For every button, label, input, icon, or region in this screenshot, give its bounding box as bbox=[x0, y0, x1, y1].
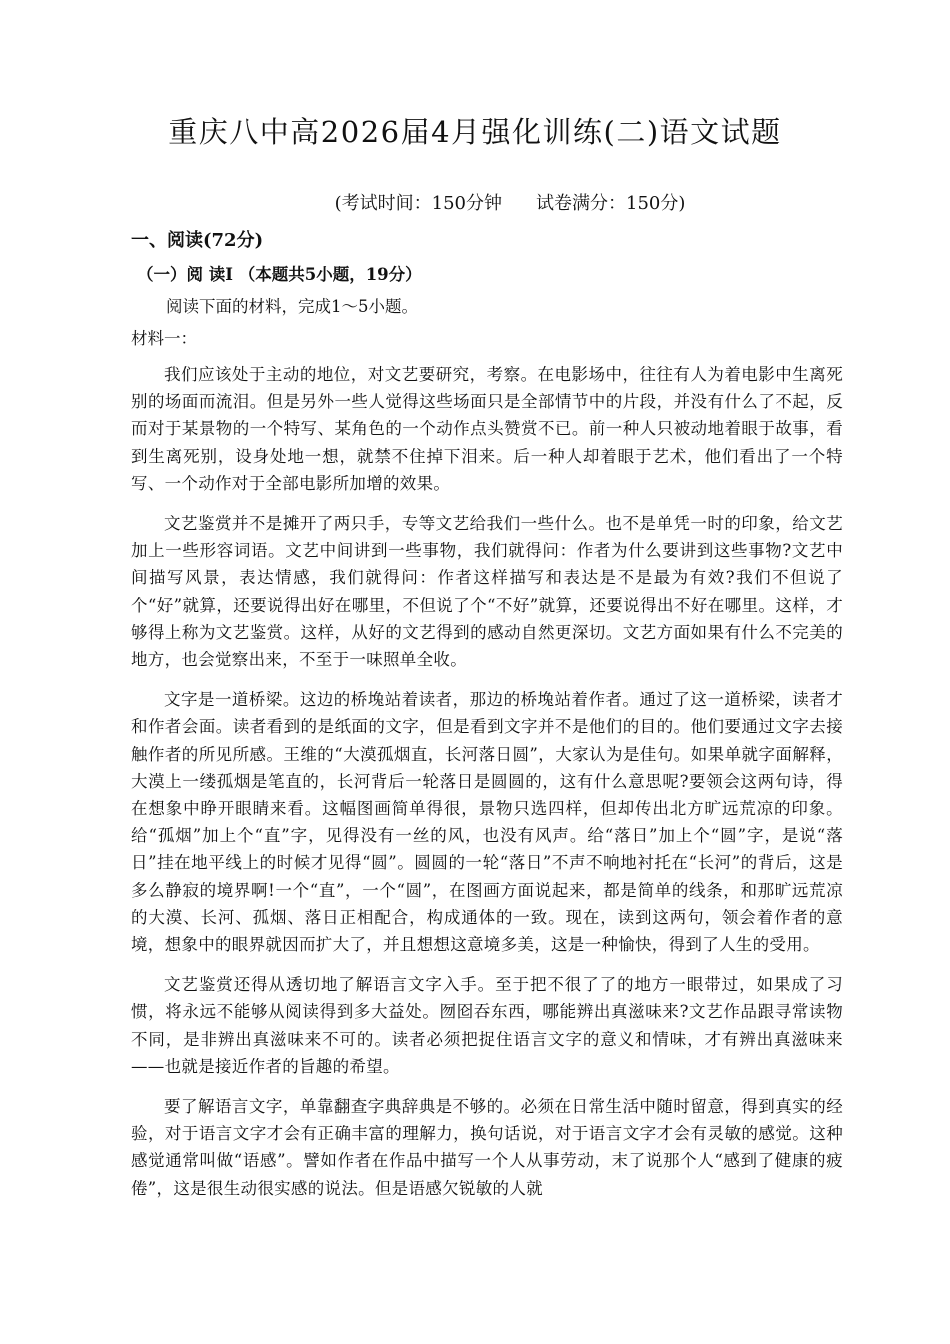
full-score: 试卷满分：150分) bbox=[536, 193, 686, 214]
exam-time: (考试时间：150分钟 bbox=[334, 193, 502, 214]
exam-title: 重庆八中高2026届4月强化训练(二)语文试题 bbox=[168, 115, 782, 149]
paragraph: 文艺鉴赏并不是摊开了两只手，专等文艺给我们一些什么。也不是单凭一时的印象，给文艺加上一些形容词语。文艺中间讲到一些事物，我们就得问：作者为什么要讲到这些事物?文艺中间描写风景，表达情感，我们就得问：作者这样描写和表达是不是最为有效?我们不但说了个“好”就算，还要说得出好在哪里，不但说了个“不好”就算，还要说得出不好在哪里。这样，才够得上称为文艺鉴赏。这样，从好的文艺得到的感动自然更深切。文艺方面如果有什么不完美的地方，也会觉察出来，不至于一味照单全收。 bbox=[131, 514, 843, 670]
material-label: 材料一： bbox=[131, 329, 197, 348]
material-body bbox=[131, 361, 843, 1215]
instruction-text: 阅读下面的材料，完成1～5小题。 bbox=[166, 297, 418, 316]
section-heading: 一、阅读(72分) bbox=[131, 230, 264, 251]
paragraph: 要了解语言文字，单靠翻查字典辞典是不够的。必须在日常生活中随时留意，得到真实的经验，对于语言文字才会有正确丰富的理解力，换句话说，对于语言文字才会有灵敏的感觉。这种感觉通常叫做“语感”。譬如作者在作品中描写一个人从事劳动，末了说那个人“感到了健康的疲倦”，这是很生动很实感的说法。但是语感欠锐敏的人就 bbox=[131, 1097, 843, 1198]
paragraph: 我们应该处于主动的地位，对文艺要研究，考察。在电影场中，往往有人为着电影中生离死别的场面而流泪。但是另外一些人觉得这些场面只是全部情节中的片段，并没有什么了不起，反而对于某景物的一个特写、某角色的一个动作点头赞赏不已。前一种人只被动地着眼于故事，看到生离死别，设身处地一想，就禁不住掉下泪来。后一种人却着眼于艺术，他们看出了一个特写、一个动作对于全部电影所加增的效果。 bbox=[131, 365, 843, 493]
exam-info bbox=[0, 190, 950, 218]
paragraph: 文艺鉴赏还得从透切地了解语言文字入手。至于把不很了了的地方一眼带过，如果成了习惯，将永远不能够从阅读得到多大益处。囫囵吞东西，哪能辨出真滋味来?文艺作品跟寻常读物不同，是非辨出真滋味来不可的。读者必须把捉住语言文字的意义和情味，才有辨出真滋味来——也就是接近作者的旨趣的希望。 bbox=[131, 975, 843, 1076]
subsection-heading: （一）阅 读I （本题共5小题，19分） bbox=[137, 265, 422, 284]
paragraph: 文字是一道桥梁。这边的桥堍站着读者，那边的桥堍站着作者。通过了这一道桥梁，读者才和作者会面。读者看到的是纸面的文字，但是看到文字并不是他们的目的。他们要通过文字去接触作者的所见所感。王维的“大漠孤烟直，长河落日圆”，大家认为是佳句。如果单就字面解释，大漠上一缕孤烟是笔直的，长河背后一轮落日是圆圆的，这有什么意思呢?要领会这两句诗，得在想象中睁开眼睛来看。这幅图画简单得很，景物只选四样，但却传出北方旷远荒凉的印象。给“孤烟”加上个“直”字，见得没有一丝的风，也没有风声。给“落日”加上个“圆”字，是说“落日”挂在地平线上的时候才见得“圆”。圆圆的一轮“落日”不声不响地衬托在“长河”的背后，这是多么静寂的境界啊!一个“直”，一个“圆”，在图画方面说起来，都是简单的线条，和那旷远荒凉的大漠、长河、孤烟、落日正相配合，构成通体的一致。现在，读到这两句，领会着作者的意境，想象中的眼界就因而扩大了，并且想想这意境多美，这是一种愉快，得到了人生的受用。 bbox=[131, 690, 843, 955]
